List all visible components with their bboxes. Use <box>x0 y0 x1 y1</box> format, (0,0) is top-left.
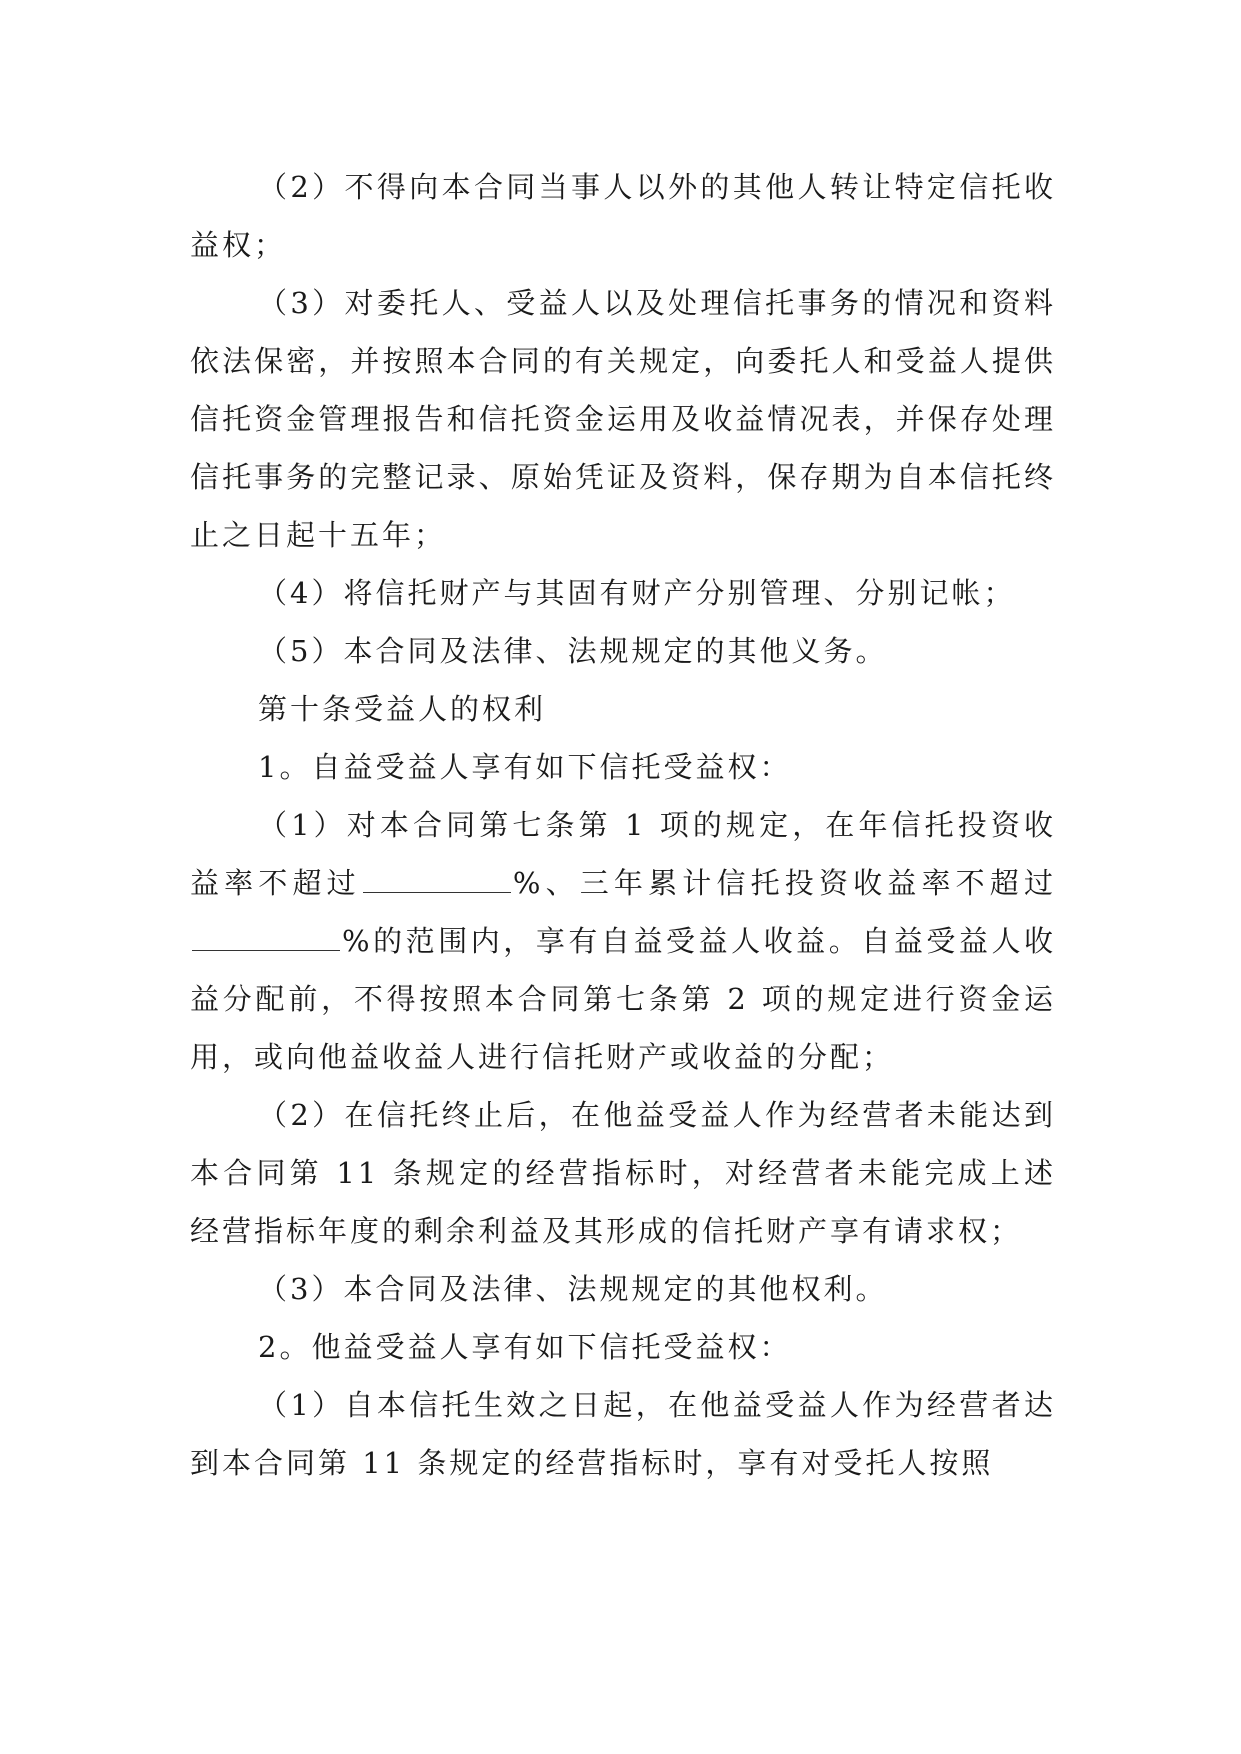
paragraph-obligation-2: （2）不得向本合同当事人以外的其他人转让特定信托收益权； <box>190 170 1056 262</box>
paragraph-self-right-1 <box>190 796 1056 1086</box>
self-right-1-part-b: %、三年累计信托投资收益率不超过 <box>512 866 1056 900</box>
paragraph-self-right-3: （3）本合同及法律、法规规定的其他权利。 <box>258 1272 888 1306</box>
blank-line-rate-three-year <box>192 949 340 951</box>
article-10-heading: 第十条受益人的权利 <box>258 692 547 726</box>
paragraph-other-right-1: （1）自本信托生效之日起，在他益受益人作为经营者达到本合同第 11 条规定的经营指标时，享有对受托人按照 <box>190 1388 1056 1480</box>
paragraph-self-right-2: （2）在信托终止后，在他益受益人作为经营者未能达到本合同第 11 条规定的经营指标时，对经营者未能完成上述经营指标年度的剩余利益及其形成的信托财产享有请求权； <box>190 1098 1056 1248</box>
paragraph-obligation-5: （5）本合同及法律、法规规定的其他义务。 <box>258 634 888 668</box>
paragraph-self-beneficiary-rights: 1。自益受益人享有如下信托受益权： <box>258 750 792 784</box>
self-right-1-part-a: （1）对本合同第七条第 1 项的规定，在年信托投资收益率不超过 <box>190 808 1056 900</box>
self-right-1-part-c: %的范围内，享有自益受益人收益。自益受益人收益分配前，不得按照本合同第七条第 2 项的规定进行资金运用，或向他益收益人进行信托财产或收益的分配； <box>190 924 1056 1074</box>
paragraph-obligation-4: （4）将信托财产与其固有财产分别管理、分别记帐； <box>258 576 1016 610</box>
blank-line-rate-annual <box>363 891 511 893</box>
paragraph-other-beneficiary-rights: 2。他益受益人享有如下信托受益权： <box>258 1330 792 1364</box>
paragraph-obligation-3: （3）对委托人、受益人以及处理信托事务的情况和资料依法保密，并按照本合同的有关规定，向委托人和受益人提供信托资金管理报告和信托资金运用及收益情况表，并保存处理信托事务的完整记录、原始凭证及资料，保存期为自本信托终止之日起十五年； <box>190 286 1056 552</box>
contract-body <box>190 158 1056 1492</box>
